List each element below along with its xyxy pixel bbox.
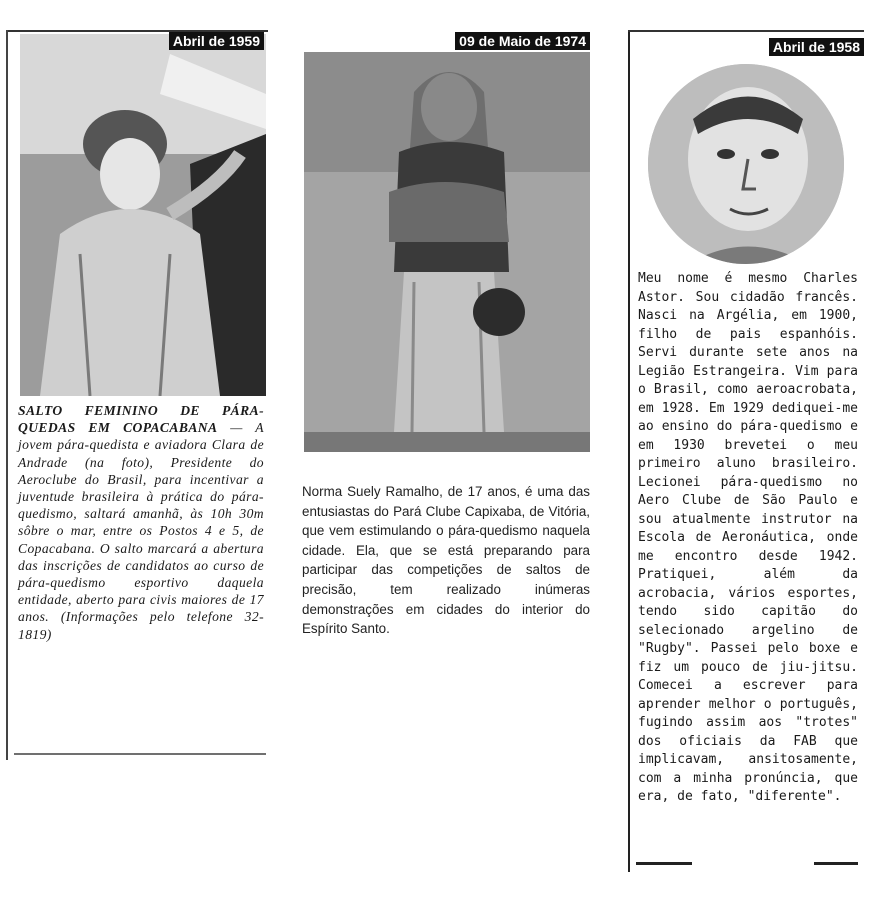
photo-charles-astor bbox=[648, 64, 844, 264]
clipping-end-rule bbox=[636, 862, 692, 865]
clipping-caption: Norma Suely Ramalho, de 17 anos, é uma das entusiastas do Pará Clube Capixaba, de Vitória, que vem estimulando o pára-quedismo naquela cidade. Ela, que se está preparando para participar das competições de saltos de precisão, tem realizado inúmeras demonstrações em cidades do interior do Espírito Santo. bbox=[302, 484, 590, 637]
clipping-date-tag: Abril de 1958 bbox=[769, 38, 864, 56]
photo-norma-suely-ramalho bbox=[304, 52, 590, 452]
clipping-border-left bbox=[628, 30, 630, 872]
caption-body: — A jovem pára-quedista e aviadora Clara de Andrade (na foto), Presidente do Aeroclube do Brasil, para incentivar a juventude brasileira à prática do pára-quedismo, saltará amanhã, às 10h 30m sôbre o mar, entre os Postos 4 e 5, de Copacabana. O salto marcará a abertura das inscrições de candidatos ao curso de pára-quedismo esportivo daquela entidade, aberto para civis maiores de 17 anos. (Informações pelo telefone 32-1819) bbox=[18, 420, 265, 642]
clipping-end-rule bbox=[814, 862, 858, 865]
clipping-caption bbox=[18, 402, 264, 643]
clipping-date-tag: Abril de 1959 bbox=[169, 32, 264, 50]
caption-headline: SALTO FEMININO DE PÁRA-QUEDAS EM COPACABANA bbox=[18, 403, 264, 436]
photo-clara-de-andrade bbox=[20, 34, 266, 396]
clipping-border-left bbox=[6, 30, 8, 760]
clipping-border-bottom bbox=[14, 753, 266, 755]
clipping-border-top bbox=[628, 30, 864, 32]
clipping-caption: Meu nome é mesmo Charles Astor. Sou cidadão francês. Nasci na Argélia, em 1900, filho de pais espanhóis. Servi durante sete anos na Legião Estrangeira. Vim para o Brasil, como aeroacrobata, em 1928. Em 1929 dediquei-me ao ensino do pára-quedismo e em 1930 brevetei o meu primeiro aluno brasileiro. Lecionei pára-quedismo no Aero Clube de São Paulo e sou atualmente instrutor na Escola de Aeronáutica, onde me encontro desde 1942. Pratiquei, além da acrobacia, vários esportes, tendo sido capitão do selecionado argelino de "Rugby". Passei pelo boxe e fiz um pouco de jiu-jitsu. Comecei a escrever para aprender melhor o português, fugindo assim aos "trotes" dos oficiais da FAB que implicavam, ansitosamente, com a minha pronúncia, que era, de fato, "diferente". bbox=[638, 271, 858, 804]
clipping-1974 bbox=[300, 30, 592, 640]
clipping-1958 bbox=[628, 30, 864, 872]
clipping-1959 bbox=[6, 30, 268, 760]
clipping-date-tag: 09 de Maio de 1974 bbox=[455, 32, 590, 50]
